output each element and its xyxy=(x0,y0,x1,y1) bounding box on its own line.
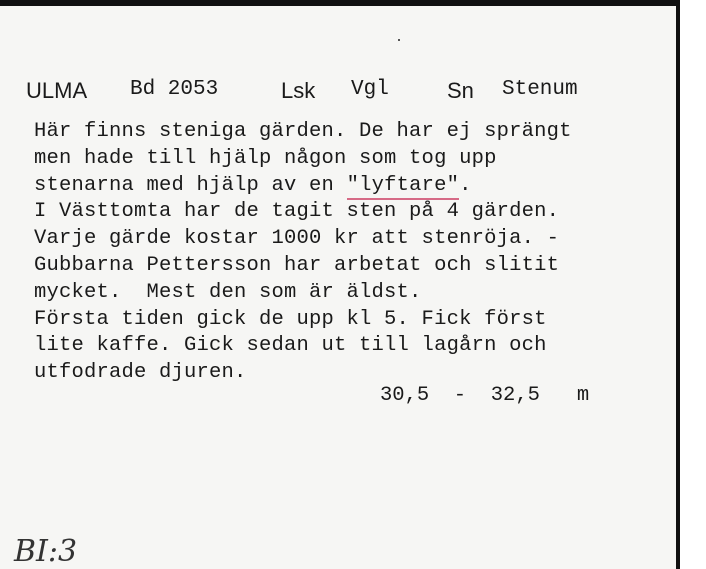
text-line: I Västtomta har de tagit sten på 4 gärden. xyxy=(34,200,560,224)
lsk-value: Vgl xyxy=(351,78,389,101)
text-line: lite kaffe. Gick sedan ut till lagårn och xyxy=(34,334,547,358)
handwritten-signature: BI:3 xyxy=(14,534,78,569)
text-line: Här finns steniga gärden. De har ej sprängt xyxy=(34,120,572,143)
text-line: Gubbarna Pettersson har arbetat och slitit xyxy=(34,253,560,277)
line-tail: . xyxy=(459,173,472,197)
text-line: utfodrade djuren. xyxy=(34,361,247,385)
sn-value: Stenum xyxy=(502,78,578,101)
depth-measurement: 30,5 - 32,5 m xyxy=(380,384,590,407)
bd-number: Bd 2053 xyxy=(130,78,219,101)
text-line: mycket. Mest den som är äldst. xyxy=(34,280,422,304)
archive-title: ULMA xyxy=(26,78,88,103)
scan-margin xyxy=(684,0,706,569)
sn-label: Sn xyxy=(447,78,474,103)
text-line: men hade till hjälp någon som tog upp xyxy=(34,146,497,170)
ink-speck xyxy=(398,39,400,41)
card-text xyxy=(34,119,572,387)
lsk-label: Lsk xyxy=(281,78,316,103)
text-line-start: stenarna med hjälp av en xyxy=(34,173,335,197)
text-line: Varje gärde kostar 1000 kr att stenröja. - xyxy=(34,227,560,251)
underlined-word: "lyftare" xyxy=(347,174,460,200)
text-line: Första tiden gick de upp kl 5. Fick först xyxy=(34,307,547,331)
text-line xyxy=(34,173,572,200)
